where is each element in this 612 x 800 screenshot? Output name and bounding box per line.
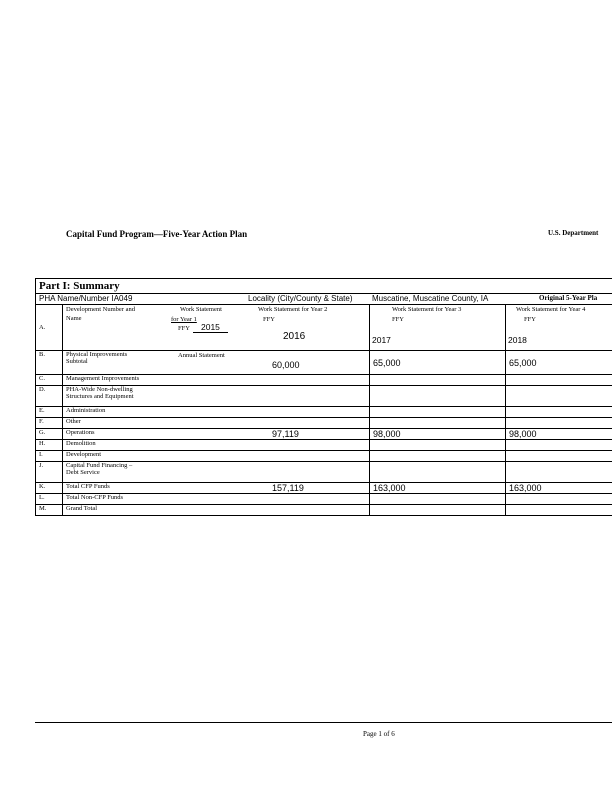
row-description: Management Improvements — [66, 375, 140, 382]
row-letter: E. — [36, 407, 63, 418]
row-description: Physical Improvements — [66, 351, 128, 358]
year3-ffy: FFY — [392, 316, 404, 323]
year3-amount — [370, 418, 506, 429]
year4-amount — [506, 451, 612, 462]
year1-label: Work Statement — [180, 306, 222, 313]
row-letter: I. — [36, 451, 63, 462]
row-main — [63, 462, 370, 483]
year4-amount — [506, 375, 612, 386]
year4-amount — [506, 418, 612, 429]
row-main — [63, 407, 370, 418]
year4-amount: 65,000 — [506, 351, 612, 375]
locality-value: Muscatine, Muscatine County, IA — [372, 294, 489, 303]
year4-amount — [506, 462, 612, 483]
year3-amount — [370, 505, 506, 516]
year3-amount — [370, 375, 506, 386]
pha-value: IA049 — [111, 294, 133, 303]
pha-label: PHA Name/Number — [39, 294, 110, 303]
summary-table — [35, 278, 612, 516]
row-main — [63, 494, 370, 505]
year3-label: Work Statement for Year 3 — [392, 306, 462, 313]
year3-amount: 163,000 — [370, 483, 506, 494]
row-letter: H. — [36, 440, 63, 451]
year3-amount — [370, 407, 506, 418]
year2-amount: 60,000 — [272, 360, 300, 370]
row-description-2: Debt Service — [66, 469, 100, 476]
year2-label: Work Statement for Year 2 — [258, 306, 328, 313]
table-row — [36, 407, 612, 418]
row-letter: J. — [36, 462, 63, 483]
row-description: Grand Total — [66, 505, 98, 512]
year4-amount — [506, 407, 612, 418]
row-main — [63, 351, 370, 375]
year2-amount: 157,119 — [272, 483, 304, 493]
locality-label: Locality (City/County & State) — [248, 294, 353, 303]
table-row — [36, 429, 612, 440]
row-description: Demolition — [66, 440, 96, 447]
row-description: PHA-Wide Non-dwelling — [66, 386, 133, 393]
year4-label: Work Statement for Year 4 — [516, 306, 586, 313]
year4-amount — [506, 386, 612, 407]
table-row — [36, 375, 612, 386]
row-main — [63, 451, 370, 462]
year4-header — [506, 305, 612, 351]
row-letter: K. — [36, 483, 63, 494]
row-letter: G. — [36, 429, 63, 440]
year3-amount — [370, 386, 506, 407]
row-letter: F. — [36, 418, 63, 429]
year3-amount — [370, 451, 506, 462]
row-description-2: Structures and Equipment — [66, 393, 134, 400]
row-main — [63, 386, 370, 407]
year4-value: 2018 — [508, 335, 527, 345]
year1-label-2: for Year 1 — [171, 316, 197, 323]
table-row — [36, 440, 612, 451]
year2-amount: 97,119 — [272, 429, 299, 439]
year2-ffy: FFY — [263, 316, 275, 323]
footer-divider — [35, 722, 612, 723]
row-main — [63, 418, 370, 429]
row-main — [63, 483, 370, 494]
row-letter: C. — [36, 375, 63, 386]
table-row — [36, 483, 612, 494]
year4-amount: 98,000 — [506, 429, 612, 440]
table-row — [36, 494, 612, 505]
department-label: U.S. Department — [548, 229, 599, 237]
year3-amount — [370, 494, 506, 505]
table-row — [36, 451, 612, 462]
row-description: Capital Fund Financing – — [66, 462, 133, 469]
table-row — [36, 418, 612, 429]
year2-value: 2016 — [283, 331, 306, 342]
annual-statement-label: Annual Statement — [178, 352, 225, 359]
year4-amount: 163,000 — [506, 483, 612, 494]
table-row — [36, 351, 612, 375]
row-description-2: Subtotal — [66, 358, 88, 365]
pha-row — [36, 294, 612, 305]
table-row — [36, 505, 612, 516]
year3-value: 2017 — [372, 335, 391, 345]
row-description: Administration — [66, 407, 106, 414]
table-row — [36, 386, 612, 407]
row-letter: D. — [36, 386, 63, 407]
row-description: Total Non-CFP Funds — [66, 494, 124, 501]
row-letter: M. — [36, 505, 63, 516]
row-description: Operations — [66, 429, 95, 436]
row-main — [63, 375, 370, 386]
year1-value: 2015 — [193, 322, 228, 333]
dev-label-2: Name — [66, 315, 82, 322]
year3-amount — [370, 440, 506, 451]
row-letter: B. — [36, 351, 63, 375]
page-number: Page 1 of 6 — [363, 730, 395, 738]
row-description: Other — [66, 418, 81, 425]
dev-label: Development Number and — [66, 306, 135, 313]
part-title: Part I: Summary — [36, 279, 612, 294]
year1-ffy: FFY — [178, 325, 190, 332]
form-title: Capital Fund Program—Five-Year Action Plan — [66, 229, 248, 239]
table-row — [36, 462, 612, 483]
row-a-letter: A. — [36, 305, 63, 351]
year4-ffy: FFY — [524, 316, 536, 323]
year3-header — [370, 305, 506, 351]
row-letter: L. — [36, 494, 63, 505]
row-description: Total CFP Funds — [66, 483, 110, 490]
year3-amount: 65,000 — [370, 351, 506, 375]
row-description: Development — [66, 451, 102, 458]
year4-amount — [506, 505, 612, 516]
year4-amount — [506, 494, 612, 505]
plan-type: Original 5-Year Pla — [539, 294, 598, 302]
row-main — [63, 505, 370, 516]
header-main-cell — [63, 305, 370, 351]
year3-amount — [370, 462, 506, 483]
year4-amount — [506, 440, 612, 451]
row-main — [63, 440, 370, 451]
year3-amount: 98,000 — [370, 429, 506, 440]
row-main — [63, 429, 370, 440]
